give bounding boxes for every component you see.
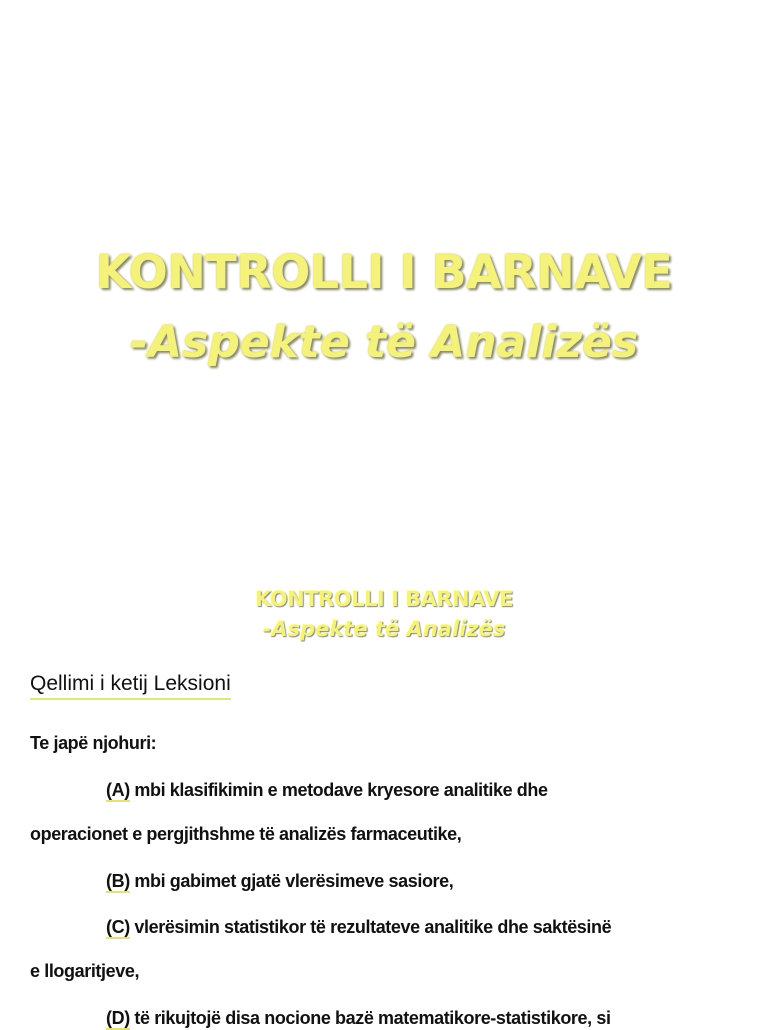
item-d bbox=[106, 1008, 768, 1029]
item-b bbox=[106, 871, 768, 892]
item-c bbox=[106, 917, 768, 938]
item-a-continuation: operacionet e pergjithshme të analizës farmaceutike, bbox=[30, 824, 462, 844]
intro-text: Te japë njohuri: bbox=[30, 733, 157, 753]
item-d-label: (D) bbox=[106, 1008, 130, 1028]
item-a bbox=[106, 780, 768, 801]
item-a-label: (A) bbox=[106, 780, 130, 800]
item-c-text: vlerësimin statistikor të rezultateve analitike dhe saktësinë bbox=[129, 917, 612, 937]
item-b-text: mbi gabimet gjatë vlerësimeve sasiore, bbox=[129, 871, 454, 891]
item-d-text: të rikujtojë disa nocione bazë matematikore-statistikore, si bbox=[129, 1008, 611, 1028]
section-title-line2: -Aspekte të Analizës bbox=[262, 617, 506, 641]
item-b-label: (B) bbox=[106, 871, 130, 891]
main-title bbox=[0, 240, 768, 382]
section-title bbox=[0, 584, 768, 644]
section-title-line1: KONTROLLI I BARNAVE bbox=[254, 587, 514, 611]
item-a-text: mbi klasifikimin e metodave kryesore analitike dhe bbox=[129, 780, 548, 800]
item-c-label: (C) bbox=[106, 917, 130, 937]
item-c-continuation: e llogaritjeve, bbox=[30, 961, 140, 981]
main-title-line1: KONTROLLI I BARNAVE bbox=[95, 245, 673, 299]
main-title-line2: -Aspekte të Analizës bbox=[129, 317, 639, 368]
lesson-aim-heading: Qellimi i ketij Leksioni bbox=[30, 670, 231, 700]
